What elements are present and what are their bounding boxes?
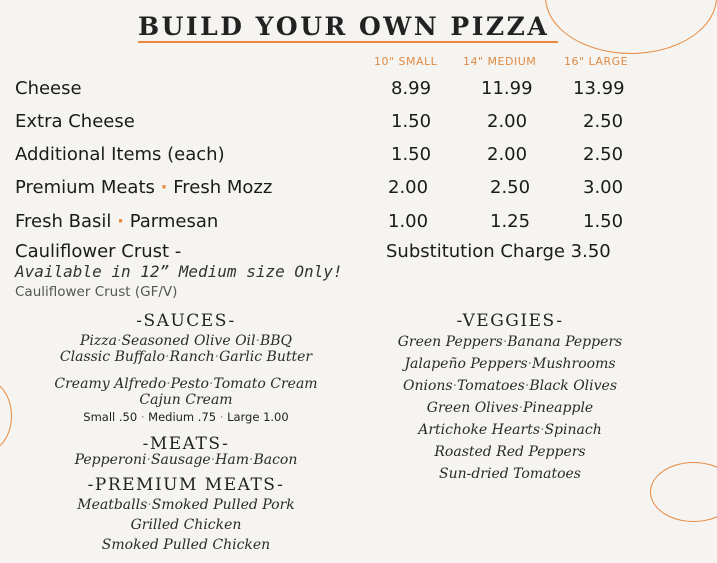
separator-dot: · xyxy=(502,334,508,350)
veggie-sun-dried-tomatoes: Sun-dried Tomatoes xyxy=(438,466,581,482)
separator-dot: · xyxy=(452,378,458,394)
sauce-price-large: Large 1.00 xyxy=(227,410,289,424)
veggie-green-peppers: Green Peppers xyxy=(397,334,503,350)
veggies-line-1 xyxy=(355,334,665,350)
premium-grilled-chicken: Grilled Chicken xyxy=(130,517,242,533)
separator-dot: · xyxy=(518,400,523,416)
meat-bacon: Bacon xyxy=(253,452,298,468)
price-small: 1.00 xyxy=(388,211,429,232)
veggies-line-2 xyxy=(355,356,665,372)
price-medium: 2.50 xyxy=(490,177,531,198)
sauce-price-small: Small .50 xyxy=(83,410,138,424)
veggie-artichoke-hearts: Artichoke Hearts xyxy=(418,422,541,438)
item-parmesan: Parmesan xyxy=(129,211,219,232)
sauce-tomato-cream: Tomato Cream xyxy=(213,376,318,392)
sauce-garlic-butter: Garlic Butter xyxy=(219,349,313,365)
cauliflower-availability: Available in 12” Medium size Only! xyxy=(15,262,343,281)
veggie-mushrooms: Mushrooms xyxy=(531,356,616,372)
sauces-pricing xyxy=(0,410,372,424)
veggie-green-olives: Green Olives xyxy=(426,400,519,416)
size-header-small: 10" SMALL xyxy=(374,55,438,68)
separator-dot: · xyxy=(214,349,220,365)
price-small: 1.50 xyxy=(391,111,432,132)
price-large: 2.50 xyxy=(583,144,624,165)
separator-dot: · xyxy=(140,410,145,424)
separator-dot: · xyxy=(147,497,152,513)
price-large: 2.50 xyxy=(583,111,624,132)
price-large: 13.99 xyxy=(573,78,625,99)
veggie-black-olives: Black Olives xyxy=(529,378,618,394)
separator-dot: · xyxy=(209,376,214,392)
veggies-line-4 xyxy=(355,400,665,416)
separator-dot: · xyxy=(219,410,224,424)
price-large: 3.00 xyxy=(583,177,624,198)
sauce-classic-buffalo: Classic Buffalo xyxy=(59,349,166,365)
separator-dot: · xyxy=(524,378,530,394)
veggie-pineapple: Pineapple xyxy=(522,400,594,416)
separator-dot: · xyxy=(116,333,122,349)
item-fresh-mozz: Fresh Mozz xyxy=(173,177,273,198)
sauce-creamy-alfredo: Creamy Alfredo xyxy=(54,376,167,392)
sauce-pesto: Pesto xyxy=(170,376,209,392)
separator-dot: · xyxy=(249,452,254,468)
item-cheese: Cheese xyxy=(15,78,82,99)
sauce-cajun-cream: Cajun Cream xyxy=(139,392,233,408)
separator-dot: · xyxy=(540,422,545,438)
premium-meatballs: Meatballs xyxy=(77,497,148,513)
price-medium: 11.99 xyxy=(481,78,533,99)
sauce-seasoned-olive-oil: Seasoned Olive Oil xyxy=(121,333,256,349)
item-additional-items: Additional Items (each) xyxy=(15,144,225,165)
price-small: 2.00 xyxy=(388,177,429,198)
sauces-header: -SAUCES- xyxy=(136,311,236,331)
veggie-tomatoes: Tomatoes xyxy=(457,378,525,394)
separator-dot: · xyxy=(210,452,216,468)
price-large: 1.50 xyxy=(583,211,624,232)
size-header-medium: 14" MEDIUM xyxy=(463,55,537,68)
item-premium-meats: Premium Meats xyxy=(15,177,155,198)
price-small: 8.99 xyxy=(391,78,432,99)
sauce-price-medium: Medium .75 xyxy=(148,410,217,424)
sauces-line-2 xyxy=(0,349,372,365)
page-title: BUILD YOUR OWN PIZZA xyxy=(138,12,550,41)
cauliflower-charge: Substitution Charge 3.50 xyxy=(386,241,611,262)
separator-dot: · xyxy=(166,376,171,392)
sauce-bbq: BBQ xyxy=(259,333,293,349)
right-column xyxy=(355,0,665,563)
separator-dot: · xyxy=(117,211,124,232)
item-extra-cheese: Extra Cheese xyxy=(15,111,135,132)
veggie-spinach: Spinach xyxy=(544,422,602,438)
veggie-roasted-red-peppers: Roasted Red Peppers xyxy=(434,444,586,460)
premium-smoked-pulled-pork: Smoked Pulled Pork xyxy=(151,497,295,513)
veggies-header: -VEGGIES- xyxy=(456,311,564,331)
separator-dot: · xyxy=(160,177,168,198)
meats-header: -MEATS- xyxy=(142,434,230,454)
veggie-banana-peppers: Banana Peppers xyxy=(507,334,623,350)
cauliflower-note: Cauliflower Crust (GF/V) xyxy=(15,284,178,300)
item-fresh-basil: Fresh Basil xyxy=(15,211,112,232)
premium-meats-header: -PREMIUM MEATS- xyxy=(87,475,285,495)
cauliflower-crust-label: Cauliflower Crust - xyxy=(15,241,182,262)
separator-dot: · xyxy=(527,356,532,372)
meats-line xyxy=(0,452,372,468)
separator-dot: · xyxy=(146,452,151,468)
sauce-pizza: Pizza xyxy=(79,333,117,349)
separator-dot: · xyxy=(255,333,260,349)
veggie-jalapeno-peppers: Jalapeño Peppers xyxy=(404,356,528,372)
meat-pepperoni: Pepperoni xyxy=(74,452,147,468)
sauces-line-1 xyxy=(0,333,372,349)
veggies-line-5 xyxy=(355,422,665,438)
size-header-large: 16" LARGE xyxy=(564,55,629,68)
price-medium: 2.00 xyxy=(487,111,528,132)
veggies-line-3 xyxy=(355,378,665,394)
veggie-onions: Onions xyxy=(402,378,453,394)
price-medium: 1.25 xyxy=(490,211,531,232)
sauce-ranch: Ranch xyxy=(169,349,215,365)
price-medium: 2.00 xyxy=(487,144,528,165)
separator-dot: · xyxy=(165,349,170,365)
premium-meats-line-1 xyxy=(0,497,372,513)
price-small: 1.50 xyxy=(391,144,432,165)
sauces-line-3 xyxy=(0,376,372,392)
meat-ham: Ham xyxy=(215,452,249,468)
premium-smoked-pulled-chicken: Smoked Pulled Chicken xyxy=(101,537,271,553)
meat-sausage: Sausage xyxy=(150,452,211,468)
